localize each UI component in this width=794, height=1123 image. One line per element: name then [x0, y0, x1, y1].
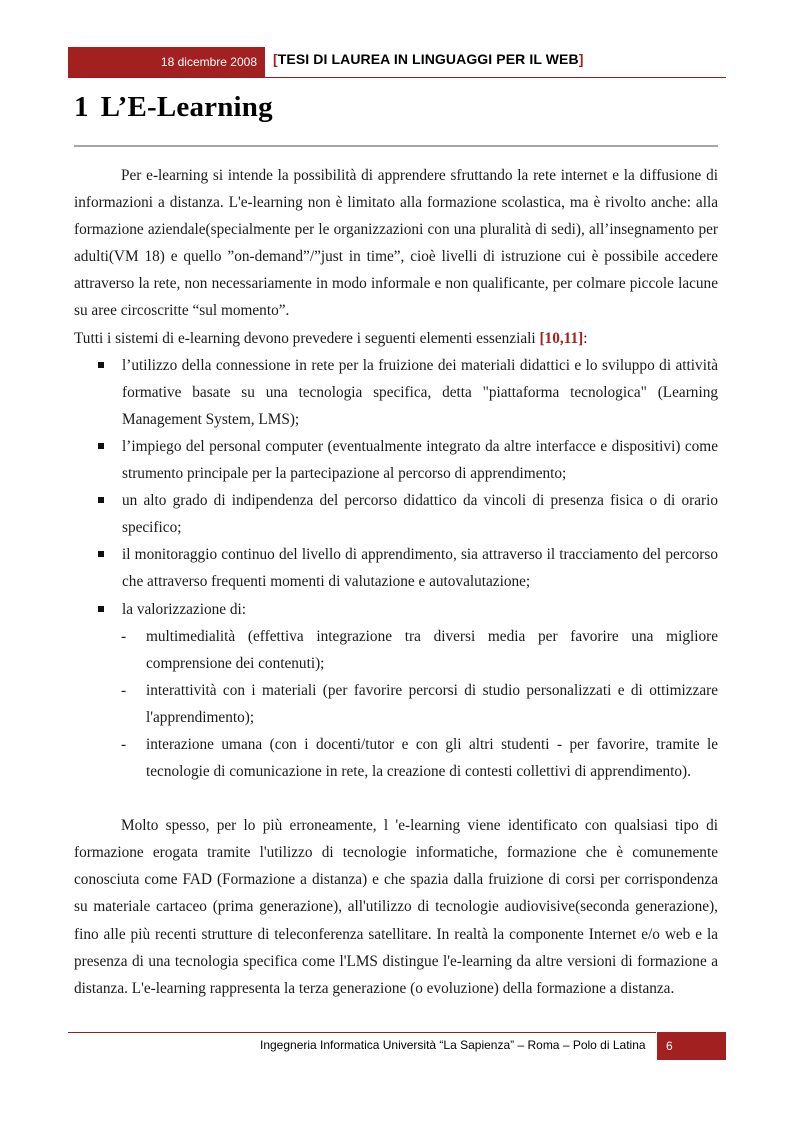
chapter-title: L’E-Learning [100, 91, 273, 123]
sublist-item-text: interattività con i materiali (per favorire percorsi di studio personalizzati e di ottimizzare l'apprendimento); [146, 681, 718, 726]
list-intro [74, 325, 718, 352]
list-item [74, 541, 718, 595]
footer-divider [68, 1032, 656, 1033]
list-item [74, 352, 718, 433]
header-title: TESI DI LAUREA IN LINGUAGGI PER IL WEB [277, 51, 579, 67]
list-item [74, 433, 718, 487]
second-paragraph: Molto spesso, per lo più erroneamente, l 'e-learning viene identificato con qualsiasi tipo di formazione erogata tramite l'utilizzo di tecnologie informatiche, formazione che è comunemente conosciuta come FAD (Formazione a distanza) e che spazia dalla fruizione di corsi per corrispondenza su materiale cartaceo (prima generazione), all'utilizzo di tecnologie audiovisive(seconda generazione), fino alle più recenti strutture di teleconferenza satellitare. In realtà la componente Internet e/o web e la presenza di una tecnologia specifica come l'LMS distingue l'e-learning da altre versioni di formazione a distanza. L'e-learning rappresenta la terza generazione (o evoluzione) della formazione a distanza. [74, 817, 718, 997]
sublist-item [122, 623, 718, 677]
list-intro-text: Tutti i sistemi di e-learning devono prevedere i seguenti elementi essenziali [74, 329, 540, 347]
section-spacer [74, 785, 718, 812]
bullet-square-icon [98, 443, 104, 449]
footer-text: Ingegneria Informatica Università “La Sapienza” – Roma – Polo di Latina [260, 1038, 646, 1052]
sublist-item [122, 677, 718, 731]
dash-marker: - [121, 681, 127, 699]
list-item [74, 487, 718, 541]
essential-elements-list [74, 352, 718, 786]
bullet-square-icon [98, 362, 104, 368]
bullet-square-icon [98, 551, 104, 557]
valorization-sublist [122, 623, 718, 786]
citation-link[interactable]: [10,11] [539, 329, 584, 347]
chapter-number: 1 [74, 91, 89, 123]
sublist-item [122, 731, 718, 785]
list-item-text: l’utilizzo della connessione in rete per la fruizione dei materiali didattici e lo sviluppo di attività formative basate su una tecnologia specifica, detta "piattaforma tecnologica" (Learning Management System, LMS); [122, 356, 718, 428]
list-item-text: un alto grado di indipendenza del percorso didattico da vincoli di presenza fisica o di orario specifico; [122, 492, 718, 537]
sublist-item-text: interazione umana (con i docenti/tutor e con gli altri studenti - per favorire, tramite le tecnologie di comunicazione in rete, la creazione di contesti collettivi di apprendimento). [146, 735, 718, 781]
bullet-square-icon [98, 497, 104, 503]
list-item-text: il monitoraggio continuo del livello di apprendimento, sia attraverso il tracciamento del percorso che attraverso frequenti momenti di valutazione e autovalutazione; [122, 546, 718, 591]
sublist-item-text: multimedialità (effettiva integrazione tra diversi media per favorire una migliore comprensione dei contenuti); [146, 627, 718, 672]
chapter-heading [74, 91, 273, 124]
header-date: 18 dicembre 2008 [68, 47, 265, 77]
intro-paragraph: Per e-learning si intende la possibilità di apprendere sfruttando la rete internet e la diffusione di informazioni a distanza. L'e-learning non è limitato alla formazione scolastica, ma è rivolto anche: alla formazione aziendale(specialmente per le organizzazioni con una pluralità di sedi), all’insegnamento per adulti(VM 18) e quello ”on-demand”/”just in time”, cioè livelli di istruzione cui è possibile accedere attraverso la rete, non necessariamente in modo informale e non qualificante, per colmare piccole lacune su aree circoscritte “sul momento”. [74, 167, 718, 320]
heading-rule [74, 145, 718, 147]
list-item-text: la valorizzazione di: [122, 600, 247, 618]
list-intro-suffix: : [583, 329, 588, 347]
bullet-square-icon [98, 606, 104, 612]
dash-marker: - [121, 735, 127, 753]
header-bracket-open: [ [273, 51, 278, 67]
header-title-block [273, 51, 583, 67]
page-body [74, 162, 718, 1002]
list-item-text: l’impiego del personal computer (eventualmente integrato da altre interfacce e dispositivi) come strumento principale per la partecipazione al percorso di apprendimento; [122, 437, 718, 483]
list-item [74, 596, 718, 786]
dash-marker: - [121, 627, 127, 645]
header-bracket-close: ] [578, 51, 584, 67]
header-divider [68, 77, 726, 78]
page-number: 6 [657, 1032, 726, 1060]
